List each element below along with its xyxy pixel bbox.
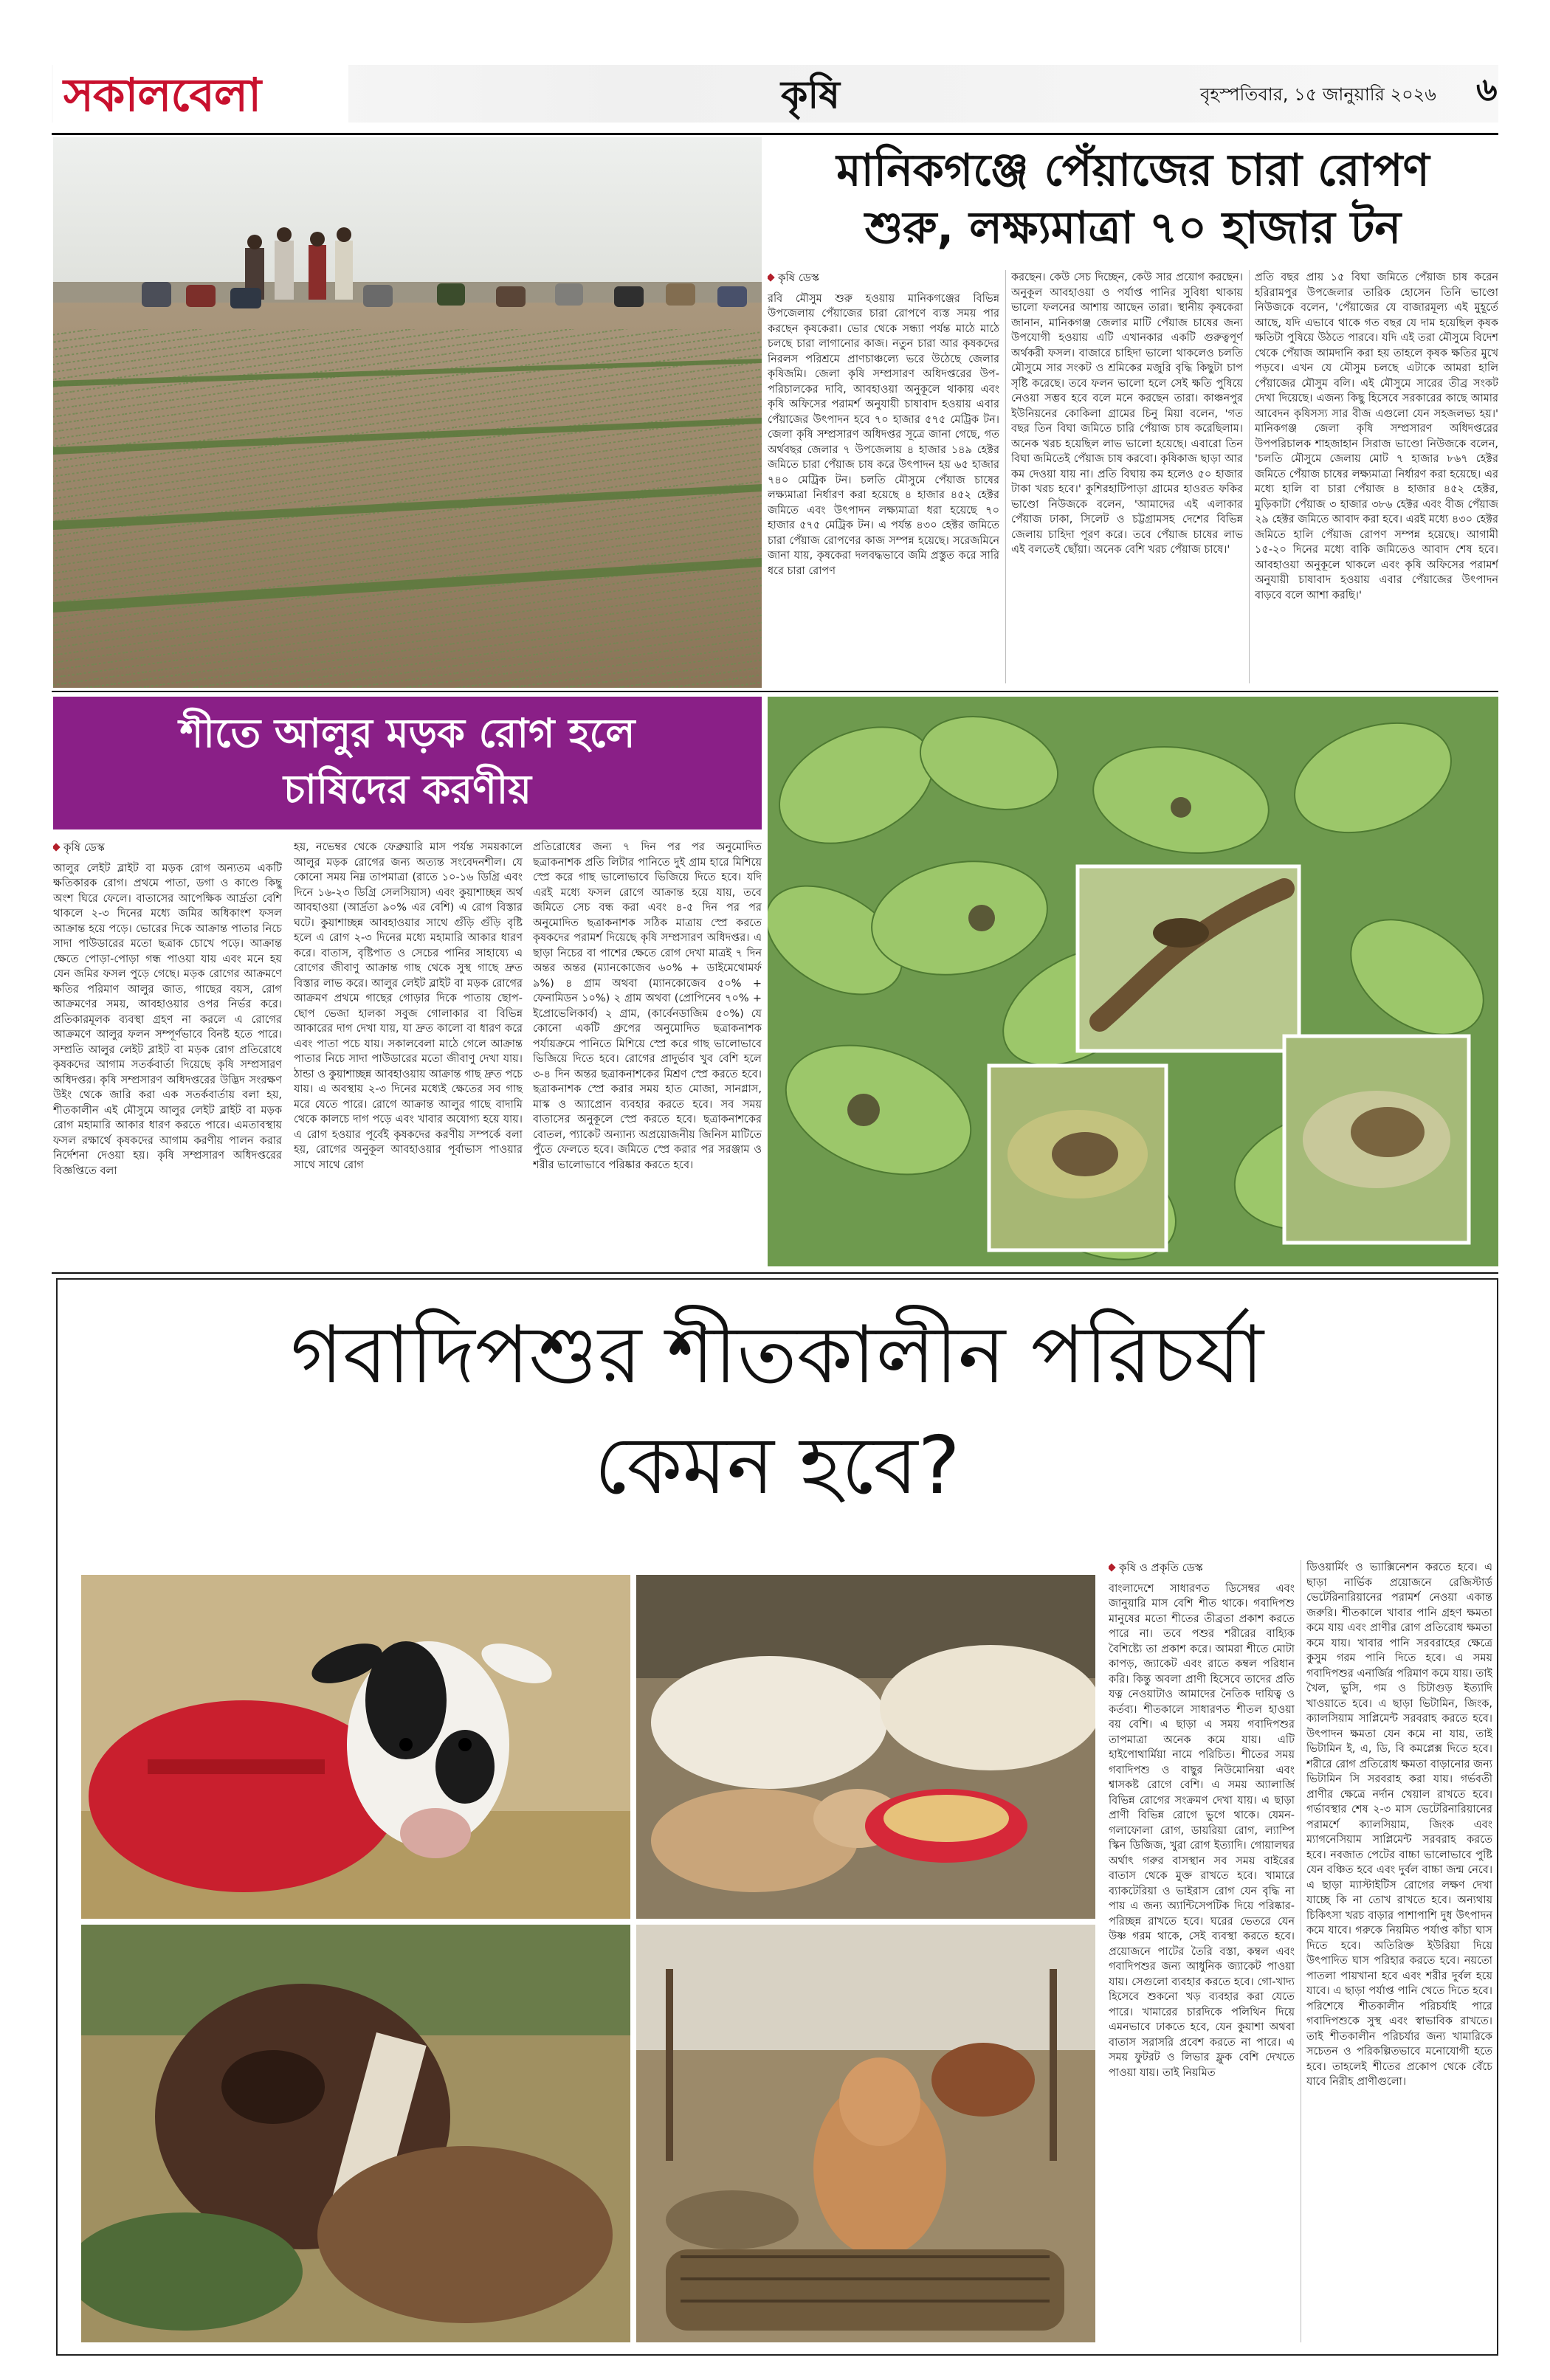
byline-bullet-icon	[1109, 1564, 1116, 1572]
article3-col1-text: বাংলাদেশে সাধারণত ডিসেম্বর এবং জানুয়ারি মাস বেশি শীত থাকে। গবাদিপশু মানুষের মতো শীতের তীব্রতা প্রকাশ করতে পারে না। তবে পশুর শরীরের বাহ্যিক বৈশিষ্ট্যে তা প্রকাশ করে। আমরা শীতে মোটা কাপড়, জ্যাকেট এবং রাতে কম্বল পরিধান করি। কিন্তু অবলা প্রাণী হিসেবে তাদের প্রতি যত্ন নেওয়াটাও আমাদের নৈতিক দায়িত্ব ও কর্তব্য। শীতকালে সাধারণত শীতল হাওয়া বয় বেশি। এ ছাড়া এ সময় গবাদিপশুর তাপমাত্রা অনেক কমে যায়। এটি হাইপোথার্মিয়া নামে পরিচিত। শীতের সময় গবাদিপশু ও বাছুর নিউমোনিয়া এবং শ্বাসকষ্ট রোগে বেশি। এ সময় অ্যালার্জি বিভিন্ন রোগের সংক্রমণ দেখা যায়। এ ছাড়া প্রাণী বিভিন্ন রোগে ভুগে থাকে। যেমন-গলাফোলা রোগ, ডায়রিয়া রোগ, ল্যাম্পি স্কিন ডিজিজ, খুরা রোগ ইত্যাদি। গোয়ালঘর অর্থাৎ গরুর বাসস্থান সব সময় বাইরের বাতাস থেকে মুক্ত রাখতে হবে। খামারে ব্যাকটেরিয়া ও ভাইরাস রোগ যেন বৃদ্ধি না পায় এ জন্য অ্যান্টিসেপটিক দিয়ে পরিষ্কার-পরিচ্ছন্ন রাখতে হবে। ঘরের ভেতরে যেন উষ্ণ গরম থাকে, সেই ব্যবস্থা করতে হবে। প্রয়োজনে পাটের তৈরি বস্তা, কম্বল এবং গবাদিপশুর জন্য আধুনিক জ্যাকেট পাওয়া যায়। সেগুলো ব্যবহার করতে হবে। গো-খাদ্য হিসেবে শুকনো খড় ব্যবহার করা যেতে পারে। খামারের চারদিকে পলিথিন দিয়ে এমনভাবে ঢাকতে হবে, যেন কুয়াশা অথবা বাতাস সরাসরি প্রবেশ করতে না পারে। এ সময় ফুটরট ও লিভার ফ্লুক বেশি দেখতে পাওয়া যায়। তাই নিয়মিত	[1109, 1582, 1295, 2079]
sheep-feeding-photo	[636, 1575, 1095, 1919]
article1-column-1	[768, 270, 999, 683]
article3-headline-line1: গবাদিপশুর শীতকালীন পরিচর্যা	[290, 1309, 1264, 1401]
article1-byline-text: কৃষি ডেস্ক	[778, 271, 819, 284]
article3-byline	[1109, 1560, 1295, 1576]
article3-headline-line2: কেমন হবে?	[594, 1420, 960, 1512]
page-number: ৬	[1476, 71, 1498, 108]
article3-column-2	[1306, 1560, 1492, 2342]
article3-headline	[59, 1300, 1495, 1522]
onion-field-photo	[53, 137, 762, 688]
article2-byline-text: কৃষি ডেস্ক	[63, 841, 105, 854]
article2-col3-text: প্রতিরোধের জন্য ৭ দিন পর পর অনুমোদিত ছত্রাকনাশক প্রতি লিটার পানিতে দুই গ্রাম হারে মিশিয়ে স্প্রে করে গাছ ভালোভাবে ভিজিয়ে দিতে হবে। যদি এরই মধ্যে ফসল রোগে আক্রান্ত হয়ে যায়, তবে জমিতে সেচ বন্ধ করা এবং ৪-৫ দিন পর পর অনুমোদিত ছত্রাকনাশক সঠিক মাত্রায় স্প্রে করতে কৃষকদের পরামর্শ দিয়েছে কৃষি সম্প্রসারণ অধিদপ্তর। এ ছাড়া নিচের বা পাশের ক্ষেতে রোগ দেখা মাত্রই ৭ দিন অন্তর অন্তর (ম্যানকোজেব ৬০% + ডাইমেথোমর্ফ ৯%) ৪ গ্রাম অথবা (ম্যানকোজেব ৫০% + ফেনামিডন ১০%) ২ গ্রাম অথবা (প্রোপিনেব ৭০% + ইপ্রোভেলিকার্ব) ২ গ্রাম, (কার্বেনডাজিম ৫০%) যে কোনো একটি গ্রুপের অনুমোদিত ছত্রাকনাশক পর্যায়ক্রমে পানিতে মিশিয়ে স্প্রে করে গাছ ভালোভাবে ভিজিয়ে দিতে হবে। রোগের প্রাদুর্ভাব খুব বেশি হলে ৩-৪ দিন অন্তর ছত্রাকনাশকের মিশ্রণ স্প্রে করতে হবে। ছত্রাকনাশক স্প্রে করার সময় হাত মোজা, সানগ্লাস, মাস্ক ও অ্যাপ্রোন ব্যবহার করতে হবে। সব সময় বাতাসের অনুকূলে স্প্রে করতে হবে। ছত্রাকনাশকের বোতল, প্যাকেট অন্যান্য অপ্রয়োজনীয় জিনিস মাটিতে পুঁতে ফেলতে হবে। জমিতে স্প্রে করার পর সরঞ্জাম ও শরীর ভালোভাবে পরিষ্কার করতে হবে।	[533, 841, 762, 1171]
article1-col2-text: করছেন। কেউ সেচ দিচ্ছেন, কেউ সার প্রয়োগ করছেন। অনুকূল আবহাওয়া ও পর্যাপ্ত পানির সুবিধা থাকায় ভালো ফলনের আশায় আছেন তারা। স্থানীয় কৃষকেরা জানান, মানিকগঞ্জ জেলার মাটি পেঁয়াজ চাষের জন্য উপযোগী হওয়ায় এটি এখানকার একটি গুরুত্বপূর্ণ অর্থকরী ফসল। বাজারে চাহিদা ভালো থাকলেও চলতি মৌসুমে সার সংকট ও শ্রমিকের মজুরি বৃদ্ধি কিছুটা চাপ সৃষ্টি করেছে। তবে ফলন ভালো হলে সেই ক্ষতি পুষিয়ে নেওয়া সম্ভব হবে বলে মনে করছেন তারা। কাঞ্চনপুর ইউনিয়নের কোকিলা গ্রামের চিনু মিয়া বলেন, 'গত বছর তিন বিঘা জমিতে চারি পেঁয়াজ চাষ করেছিলাম। অনেক খরচ হয়েছিল লাভ ভালো হয়েছে। এবারো তিন বিঘা জমিতেই পেঁয়াজ চাষ করবো। কৃষিকাজ ছাড়া আর কম দেওয়া যায় না। প্রতি বিঘায় কম হলেও ৫০ হাজার টাকা খরচ হবে।' কুশিরহাটিপাড়া গ্রামের হাওরত ফকির ভাণ্ডো নিউজকে বলেন, 'আমাদের এই এলাকার পেঁয়াজ ঢাকা, সিলেট ও চট্টগ্রামসহ দেশের বিভিন্ন জেলায় চাহিদা পূরণ করে। তবে পেঁয়াজ চাষের লাভ এই বলতেই ছোঁয়া। অনেক বেশি খরচ পেঁয়াজ চাষে।'	[1011, 272, 1243, 556]
masthead-rule	[52, 133, 1498, 135]
article2-byline	[53, 840, 282, 855]
article2-headline-box	[53, 697, 762, 829]
logo	[53, 59, 348, 128]
article2-column-2	[294, 840, 523, 1266]
masthead-date: বৃহস্পতিবার, ১৫ জানুয়ারি ২০২৬	[1200, 84, 1436, 105]
calf-with-jacket-image	[81, 1575, 630, 1919]
article2-headline-line2: চাষিদের করণীয়	[283, 766, 531, 813]
article1-col3-text: প্রতি বছর প্রায় ১৫ বিঘা জমিতে পেঁয়াজ চাষ করেন হরিরামপুর উপজেলার তারিক হোসেন তিনি ভাণ্ডো নিউজকে বলেন, 'পেঁয়াজের যে বাজারমূল্য এই মুহূর্তে আছে, যদি এভাবে থাকে গত বছর যে দাম হয়েছিল কৃষক ক্ষতিটা পুষিয়ে উঠতে পারবে। যদি এই তরা মৌসুমে বিদেশ থেকে পেঁয়াজ আমদানি করা হয় তাহলে কৃষক ক্ষতির মুখে পড়বে। এখন যে মৌসুম চলছে এটাকে আমরা হালি পেঁয়াজের মৌসুম বলি। এই মৌসুমে সারের তীব্র সংকট দেখা দিয়েছে। এজন্য কিছু হিসেবে সরকারের কাছে আমার আবেদন কৃষিসস্য সার বীজ এগুলো যেন সহজলভ্য হয়।' মানিকগঞ্জ জেলা কৃষি সম্প্রসারণ অধিদপ্তরের উপপরিচালক শাহজাহান সিরাজ ভাণ্ডো নিউজকে বলেন, 'চলতি মৌসুমে জেলায় মোট ৭ হাজার ৮৬৭ হেক্টর জমিতে পেঁয়াজ চাষের লক্ষ্যমাত্রা নির্ধারণ করা হয়েছে। এর মধ্যে হালি বা চারা পেঁয়াজ ৪ হাজার ৪৫২ হেক্টর, মুড়িকাটা পেঁয়াজ ৩ হাজার ৩৮৬ হেক্টর এবং বীজ পেঁয়াজ ২৯ হেক্টর জমিতে আবাদ করা হবে। এরই মধ্যে ৪৩০ হেক্টর জমিতে হালি পেঁয়াজ রোপণ সম্পন্ন হয়েছে। আগামী ১৫-২০ দিনের মধ্যে বাকি জমিতেও আবাদ শেষ হবে। আবহাওয়া অনুকূলে থাকলে এবং কৃষি অফিসের পরামর্শ অনুযায়ী চাষাবাদ হওয়ায় এবার পেঁয়াজের উৎপাদন বাড়বে বলে আশা করছি।'	[1255, 272, 1498, 601]
byline-bullet-icon	[768, 274, 775, 282]
cattle-in-shed-image	[636, 1925, 1095, 2342]
column-divider	[1249, 270, 1250, 683]
article3-col2-text: ডিওয়ার্মিং ও ভ্যাক্সিনেশন করতে হবে। এ ছাড়া নার্ভিক প্রয়োজনে রেজিস্টার্ড ভেটেরিনারিয়ানের পরামর্শ নেওয়া একান্ত জরুরি। শীতকালে খাবার পানি গ্রহণ ক্ষমতা কমে যায় এবং প্রাণীর রোগ প্রতিরোধ ক্ষমতা কমে যায়। খাবার পানি সরবরাহের ক্ষেত্রে কুসুম গরম পানি দিতে হবে। এ সময় গবাদিপশুর এনার্জির পরিমাণ কমে যায়। তাই খৈল, ভুসি, গম ও চিটাগুড় ইত্যাদি খাওয়াতে হবে। এ ছাড়া ভিটামিন, জিংক, ক্যালসিয়াম সাপ্লিমেন্ট সরবরাহ করতে হবে। উৎপাদন ক্ষমতা যেন কমে না যায়, তাই ভিটামিন ই, এ, ডি, বি কমপ্লেক্স দিতে হবে। শরীরে রোগ প্রতিরোধ ক্ষমতা বাড়ানোর জন্য ভিটামিন সি সরবরাহ করা যায়। গর্ভবতী প্রাণীর ক্ষেত্রে নর্দান খেয়াল রাখতে হবে। গর্ভাবস্থার শেষ ২-৩ মাস ভেটেরিনারিয়ানের পরামর্শে ক্যালসিয়াম, জিংক এবং ম্যাগনেসিয়াম সাপ্লিমেন্ট সরবরাহ করতে হবে। নবজাত পেটের বাচ্চা ভালোভাবে পুষ্টি যেন বঞ্চিত হবে এবং দুর্বল বাচ্চা জন্ম নেবে। এ ছাড়া ম্যাস্টাইটিস রোগের লক্ষণ দেখা যাচ্ছে কি না তোখ রাখতে হবে। অন্যথায় চিকিৎসা খরচ বাড়ার পাশাপাশি দুধ উৎপাদন কমে যাবে। গরুকে নিয়মিত পর্যাপ্ত কাঁচা ঘাস দিতে হবে। অতিরিক্ত ইউরিয়া দিয়ে উৎপাদিত ঘাস পরিহার করতে হবে। নয়তো পাতলা পায়খানা হবে এবং শরীর দুর্বল হয়ে যাবে। এ ছাড়া পর্যাপ্ত পানি খেতে দিতে হবে। পরিশেষে শীতকালীন পরিচর্যাই পারে গবাদিপশুকে সুস্থ এবং স্বাভাবিক রাখতে। তাই শীতকালীন পরিচর্যার জন্য খামারিকে সচেতন ও পরিকল্পিতভাবে মনোযোগী হতে হবে। তাহলেই শীতের প্রকোপ থেকে বেঁচে যাবে নিরীহ প্রাণীগুলো।	[1306, 1562, 1492, 2088]
inset-blighted-leaf-right	[1284, 1036, 1469, 1243]
logo-text: সকালবেলা	[63, 68, 261, 122]
calf-jacket-photo	[81, 1575, 630, 1919]
calf-scarf-photo	[81, 1925, 630, 2342]
inset-blighted-stem	[1078, 866, 1299, 1051]
article2-headline-line1: শীতে আলুর মড়ক রোগ হলে	[179, 710, 636, 756]
potato-leaves-image	[768, 697, 1498, 1266]
column-divider	[1005, 270, 1006, 683]
article2-headline	[53, 706, 762, 818]
article2-col1-text: আলুর লেইট ব্লাইট বা মড়ক রোগ অন্যতম একটি ক্ষতিকারক রোগ। প্রথমে পাতা, ডগা ও কাণ্ডে কিছু অংশ ঘিরে ফেলে। বাতাসের আপেক্ষিক আর্দ্রতা বেশি থাকলে ২-৩ দিনের মধ্যে জমির অধিকাংশ ফসল আক্রান্ত হয়ে পড়ে। ভোরের দিকে আক্রান্ত পাতার নিচে সাদা পাউডারের মতো ছত্রাক চোখে পড়ে। আক্রান্ত ক্ষেতে পোড়া-পোড়া গন্ধ পাওয়া যায় এবং মনে হয় যেন জমির ফসল পুড়ে গেছে। মড়ক রোগের আক্রমণে ক্ষতির পরিমাণ আলুর জাত, গাছের বয়স, রোগ আক্রমণের সময়, আবহাওয়ার ওপর নির্ভর করে। প্রতিকারমূলক ব্যবস্থা গ্রহণ না করলে এ রোগের আক্রমণে আলুর ফলন সম্পূর্ণভাবে বিনষ্ট হতে পারে। সম্প্রতি আলুর লেইট ব্লাইট বা মড়ক রোগ প্রতিরোধে কৃষকদের আগাম সতর্কবার্তা দিয়েছে কৃষি সম্প্রসারণ অধিদপ্তর। কৃষি সম্প্রসারণ অধিদপ্তরের উদ্ভিদ সংরক্ষণ উইং থেকে জারি করা এক সতর্কবার্তায় বলা হয়, শীতকালীন এই মৌসুমে আলুর লেইট ব্লাইট বা মড়ক রোগ মহামারি আকার ধারণ করতে পারে। এমতাবস্থায় ফসল রক্ষার্থে কৃষকদের আগাম করণীয় পালন করার নির্দেশনা দেওয়া হয়। কৃষি সম্প্রসারণ অধিদপ্তরের বিজ্ঞপ্তিতে বলা	[53, 862, 282, 1177]
article1-column-3	[1255, 270, 1498, 683]
article2-col2-text: হয়, নভেম্বর থেকে ফেব্রুয়ারি মাস পর্যন্ত সময়কালে আলুর মড়ক রোগের জন্য অত্যন্ত সংবেদনশীল। যে কোনো সময় নিম্ন তাপমাত্রা (রাতে ১০-১৬ ডিগ্রি এবং দিনে ১৬-২৩ ডিগ্রি সেলসিয়াস) এবং কুয়াশাচ্ছন্ন অর্থ আবহাওয়া (আর্দ্রতা ৯০% এর বেশি) এ রোগ বিস্তার ঘটে। কুয়াশাচ্ছন্ন আবহাওয়ার সাথে গুঁড়ি গুঁড়ি বৃষ্টি হলে এ রোগ ২-৩ দিনের মধ্যে মহামারি আকার ধারণ করে। বাতাস, বৃষ্টিপাত ও সেচের পানির সাহায্যে এ রোগের জীবাণু আক্রান্ত গাছ থেকে সুস্থ গাছে দ্রুত বিস্তার লাভ করে। আলুর লেইট ব্লাইট বা মড়ক রোগের আক্রমণ প্রথমে গাছের গোড়ার দিকে পাতায় ছোপ-ছোপ ভেজা হালকা সবুজ গোলাকার বা বিভিন্ন আকারের দাগ দেখা যায়, যা দ্রুত কালো বা ধারণ করে এবং পাতা পচে যায়। সকালবেলা মাঠে গেলে আক্রান্ত পাতার নিচে সাদা পাউডারের মতো জীবাণু দেখা যায়। ঠান্ডা ও কুয়াশাচ্ছন্ন আবহাওয়ায় আক্রান্ত গাছ দ্রুত পচে যায়। এ অবস্থায় ২-৩ দিনের মধ্যেই ক্ষেতের সব গাছ মরে যেতে পারে। রোগে আক্রান্ত আলুর গাছে বাদামি থেকে কালচে দাগ পড়ে এবং খাবার অযোগ্য হয়ে যায়। এ রোগ হওয়ার পূর্বেই কৃষকদের করণীয় সম্পর্কে বলা হয়, রোগের অনুকূল আবহাওয়ার পূর্বাভাস পাওয়ার সাথে সাথে রোগ	[294, 841, 523, 1171]
byline-bullet-icon	[53, 844, 61, 852]
article1-headline	[768, 142, 1498, 260]
article1-headline-line2: শুরু, লক্ষ্যমাত্রা ৭০ হাজার টন	[864, 202, 1402, 254]
cattle-shed-photo	[636, 1925, 1095, 2342]
article1-headline-line1: মানিকগঞ্জে পেঁয়াজের চারা রোপণ	[836, 145, 1430, 196]
potato-blight-photo	[768, 697, 1498, 1266]
section-rule	[52, 691, 1498, 692]
onion-field-image	[53, 137, 762, 688]
calf-wrapped-scarf-image	[81, 1925, 630, 2342]
article2-column-1	[53, 840, 282, 1266]
article1-column-2	[1011, 270, 1243, 683]
article2-column-3	[533, 840, 762, 1266]
article1-col1-text: রবি মৌসুম শুরু হওয়ায় মানিকগঞ্জের বিভিন্ন উপজেলায় পেঁয়াজের চারা রোপণে ব্যস্ত সময় পার করছেন কৃষকেরা। ভোর থেকে সন্ধ্যা পর্যন্ত মাঠে মাঠে চলছে চারা লাগানোর কাজ। নতুন চারা আর কৃষকদের নিরলস পরিশ্রমে প্রাণচাঞ্চল্যে ভরে উঠেছে জেলার কৃষিজমি। জেলা কৃষি সম্প্রসারণ অধিদপ্তরের উপ-পরিচালকের দাবি, আবহাওয়া অনুকূলে থাকায় এবং কৃষি অফিসের পরামর্শ অনুযায়ী চাষাবাদ হওয়ায় এবার পেঁয়াজের উৎপাদন হবে ৭০ হাজার ৫৭৫ মেট্রিক টন। জেলা কৃষি সম্প্রসারণ অধিদপ্তর সূত্রে জানা গেছে, গত অর্থবছর জেলার ৭ উপজেলায় ৪ হাজার ১৪৯ হেক্টর জমিতে চারা পেঁয়াজ চাষ করে উৎপাদন হয় ৬৫ হাজার ৭৪০ মেট্রিক টন। চলতি মৌসুমে পেঁয়াজ চাষের লক্ষ্যমাত্রা নির্ধারণ করা হয়েছে ৪ হাজার ৪৫২ হেক্টর জমিতে এবং উৎপাদন লক্ষ্যমাত্রা ধরা হয়েছে ৭০ হাজার ৫৭৫ মেট্রিক টন। এ পর্যন্ত ৪৩০ হেক্টর জমিতে চারা পেঁয়াজ রোপণের কাজ সম্পন্ন হয়েছে। সরেজমিনে জানা যায়, কৃষকেরা দলবদ্ধভাবে জমি প্রস্তুত করে সারি ধরে চারা রোপণ	[768, 292, 999, 577]
inset-blighted-leaf-left	[989, 1066, 1166, 1250]
sheep-eating-image	[636, 1575, 1095, 1919]
article1-byline	[768, 270, 999, 286]
section-title: কৃষি	[781, 73, 840, 117]
article3-column-1	[1109, 1560, 1295, 2342]
article3-byline-text: কৃষি ও প্রকৃতি ডেস্ক	[1119, 1561, 1203, 1574]
section-rule	[52, 1272, 1498, 1274]
masthead	[52, 59, 1498, 133]
